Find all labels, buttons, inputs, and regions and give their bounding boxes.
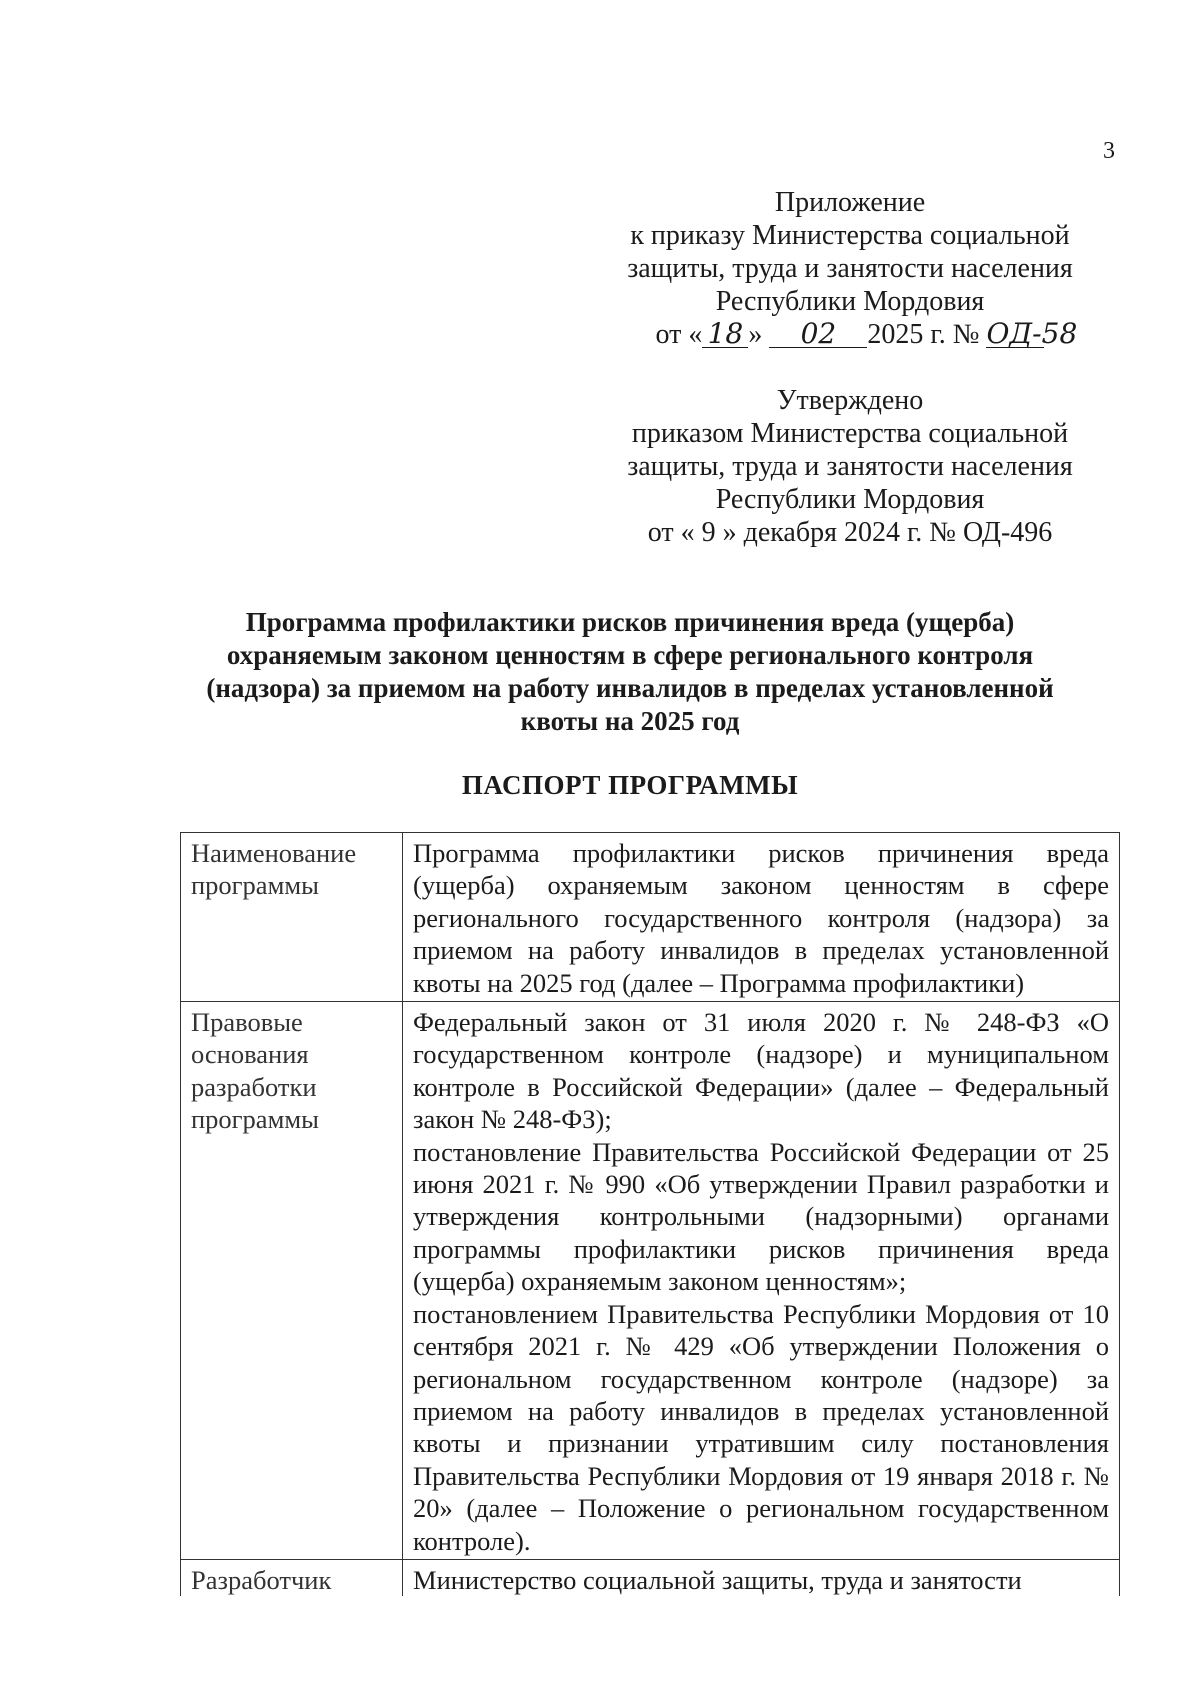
handwritten-day: 18 xyxy=(702,321,748,348)
row-paragraph: Программа профилактики рисков причинения вреда (ущерба) охраняемым законом ценностям в сфере регионального государственного контроля (надзора) за приемом на работу инвалидов в пределах установленной квоты на 2025 год (далее – Программа профилактики) xyxy=(413,838,1109,998)
row-paragraph: постановлением Правительства Республики Мордовия от 10 сентября 2021 г. № 429 «Об утверждении Положения о региональном государственном контроле (надзоре) за приемом на работу инвалидов в пределах установленной квоты и признании утратившим силу постановления Правительства Республики Мордовия от 19 января 2018 г. № 20» (далее – Положение о региональном государственном контроле). xyxy=(413,1298,1109,1556)
appendix-line: к приказу Министерства социальной xyxy=(630,220,1070,251)
appendix-line: защиты, труда и занятости населения xyxy=(627,253,1073,284)
row-value xyxy=(403,1002,1120,1560)
table-row xyxy=(181,1002,1120,1560)
date-year: 2025 г. № xyxy=(867,319,980,350)
approved-date-line: от « 9 » декабря 2024 г. № ОД-496 xyxy=(647,517,1053,548)
document-title-line: охраняемым законом ценностям в сфере регионального контроля xyxy=(226,640,1034,670)
date-prefix: от « xyxy=(655,319,703,350)
table-row xyxy=(181,1559,1120,1596)
document-title-line: квоты на 2025 год xyxy=(520,706,740,736)
approved-title: Утверждено xyxy=(776,385,924,416)
appendix-date-line xyxy=(570,318,1130,351)
passport-table xyxy=(180,832,1120,1596)
document-title xyxy=(190,606,1070,738)
row-value xyxy=(403,1559,1120,1596)
row-label: Правовые основания разработки программы xyxy=(181,1002,403,1560)
appendix-line: Республики Мордовия xyxy=(715,286,985,317)
row-paragraph: Министерство социальной защиты, труда и занятости xyxy=(413,1564,1022,1595)
appendix-block xyxy=(570,186,1130,351)
row-value xyxy=(403,833,1120,1002)
page-number: 3 xyxy=(1103,138,1115,164)
approved-line: приказом Министерства социальной xyxy=(631,418,1069,449)
row-paragraph: постановление Правительства Российской Федерации от 25 июня 2021 г. № 990 «Об утверждении Правил разработки и утверждения контрольными (надзорными) органами программы профилактики рисков причинения вреда (ущерба) охраняемым законом ценностям»; xyxy=(413,1136,1109,1297)
row-label: Наименование программы xyxy=(181,833,403,1002)
approved-line: защиты, труда и занятости населения xyxy=(627,451,1073,482)
table-row xyxy=(181,833,1120,1002)
approved-line: Республики Мордовия xyxy=(715,484,985,515)
document-title-line: Программа профилактики рисков причинения вреда (ущерба) xyxy=(245,607,1015,637)
date-separator: » xyxy=(748,319,763,350)
row-paragraph: Федеральный закон от 31 июля 2020 г. № 248-ФЗ «О государственном контроле (надзоре) и муниципальном контроле в Российской Федерации» (далее – Федеральный закон № 248-ФЗ); xyxy=(413,1007,1109,1135)
handwritten-doc-number: ОД-58 xyxy=(986,317,1078,350)
document-title-line: (надзора) за приемом на работу инвалидов в пределах установленной xyxy=(206,673,1054,703)
handwritten-month: 02 xyxy=(769,321,867,348)
row-label: Разработчик xyxy=(181,1559,403,1596)
appendix-title: Приложение xyxy=(774,187,926,218)
approved-block xyxy=(570,384,1130,549)
passport-title: ПАСПОРТ ПРОГРАММЫ xyxy=(461,770,799,800)
